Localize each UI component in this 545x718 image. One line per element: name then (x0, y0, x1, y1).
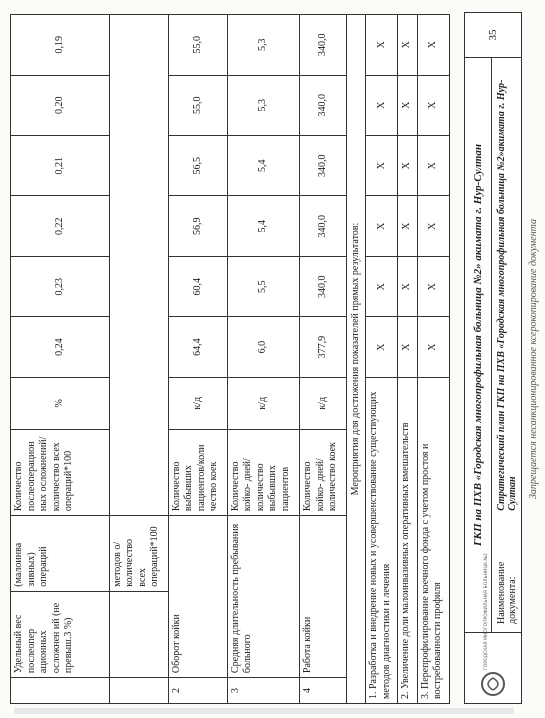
logo-text: ГОРОДСКАЯ МНОГОПРОФИЛЬНАЯ БОЛЬНИЦА №2 (484, 553, 489, 670)
unit-cell: к/д (227, 377, 299, 429)
value-cell: 377,9 (300, 317, 347, 377)
value-cell: 0,22 (11, 196, 110, 256)
table-cell: (малоинва зивных) операций (11, 516, 110, 592)
value-cell: 55,0 (168, 75, 227, 135)
value-cell: 340,0 (300, 256, 347, 316)
unit-cell: к/д (168, 377, 227, 429)
table-row (227, 15, 299, 704)
value-cell: 0,23 (11, 256, 110, 316)
value-cell: 0,19 (11, 15, 110, 76)
binding-edge (14, 708, 514, 714)
measure-mark: Х (398, 75, 417, 135)
value-cell: 5,4 (227, 196, 299, 256)
measure-mark: Х (417, 136, 449, 196)
measures-heading: Мероприятия для достижения показателей прямых результатов: (347, 15, 366, 704)
value-cell: 340,0 (300, 15, 347, 76)
measure-mark: Х (398, 136, 417, 196)
value-cell: 64,4 (168, 317, 227, 377)
measure-mark: Х (417, 317, 449, 377)
value-cell: 0,24 (11, 317, 110, 377)
table-row (398, 15, 417, 704)
measure-mark: Х (366, 256, 398, 316)
formula-cell: Количество койко- дней/количество выбывших пациентов (227, 429, 299, 515)
measure-mark: Х (417, 15, 449, 76)
row-number: 3 (227, 678, 299, 704)
measure-mark: Х (398, 15, 417, 76)
measure-mark: Х (366, 196, 398, 256)
measure-text: 1. Разработка и внедрение новых и усовершенствование существующих методов диагностики и лечения (366, 377, 398, 703)
indicator-name: Оборот койки (168, 516, 227, 678)
row-number: 4 (300, 678, 347, 704)
value-cell: 5,5 (227, 256, 299, 316)
value-cell: 340,0 (300, 136, 347, 196)
page-number: 35 (465, 13, 521, 58)
measure-mark: Х (366, 75, 398, 135)
measure-mark: Х (366, 136, 398, 196)
table-cell: методов о/количество всех операций*100 (109, 516, 168, 592)
doc-name-value: Стратегический план ГКП на ПХВ «Городская многопрофильная больница №2»акимата г. Нур-Султан (495, 79, 518, 511)
measure-mark: Х (366, 15, 398, 76)
table-row (347, 15, 366, 704)
measure-mark: Х (417, 75, 449, 135)
table-cell: Количество послеоперацион ных осложнений/ количество всех операций*100 (11, 429, 110, 515)
value-cell: 60,4 (168, 256, 227, 316)
measure-mark: Х (417, 256, 449, 316)
value-cell: 340,0 (300, 75, 347, 135)
footer-note: Запрещается несанкционированное ксерокопирование документа (528, 218, 539, 500)
table-row (168, 15, 227, 704)
unit-cell: % (11, 377, 110, 429)
value-cell: 0,21 (11, 136, 110, 196)
formula-cell: Количество выбывших пациентов/коли чество коек (168, 429, 227, 515)
value-cell: 0,20 (11, 75, 110, 135)
value-cell: 55,0 (168, 15, 227, 76)
value-cell: 56,9 (168, 196, 227, 256)
value-cell: 5,3 (227, 15, 299, 76)
indicator-name: Работа койки (300, 516, 347, 678)
value-cell: 6,0 (227, 317, 299, 377)
measure-text: 3. Перепрофилирование коечного фонда с учетом простоя и востребованности профиля (417, 377, 449, 703)
table-row (417, 15, 449, 704)
unit-cell: к/д (300, 377, 347, 429)
table-row (300, 15, 347, 704)
table-cell: Удельный вес послеопер ационных осложнен ий (не превыш.3 %) (11, 591, 110, 677)
row-number: 2 (168, 678, 227, 704)
indicators-table (10, 14, 450, 704)
indicator-name: Средняя длительность пребывания больного (227, 516, 299, 678)
value-cell: 5,4 (227, 136, 299, 196)
measure-mark: Х (366, 317, 398, 377)
measure-mark: Х (417, 196, 449, 256)
value-cell: 5,3 (227, 75, 299, 135)
document-title: ГКП на ПХВ «Городская многопрофильная больница №2» акимата г. Нур-Султан (465, 58, 492, 632)
value-cell: 56,5 (168, 136, 227, 196)
document-header (464, 12, 522, 704)
formula-cell: Количество койко- дней/количество коек (300, 429, 347, 515)
doc-name-label: Наименование документа: (495, 561, 518, 624)
measure-mark: Х (398, 317, 417, 377)
value-cell: 340,0 (300, 196, 347, 256)
table-row (366, 15, 398, 704)
table-row (11, 15, 110, 704)
measure-mark: Х (398, 196, 417, 256)
measure-text: 2. Увеличение доли малоинвазивных оперативных вмешательств (398, 377, 417, 703)
measure-mark: Х (398, 256, 417, 316)
table-row (109, 15, 168, 704)
